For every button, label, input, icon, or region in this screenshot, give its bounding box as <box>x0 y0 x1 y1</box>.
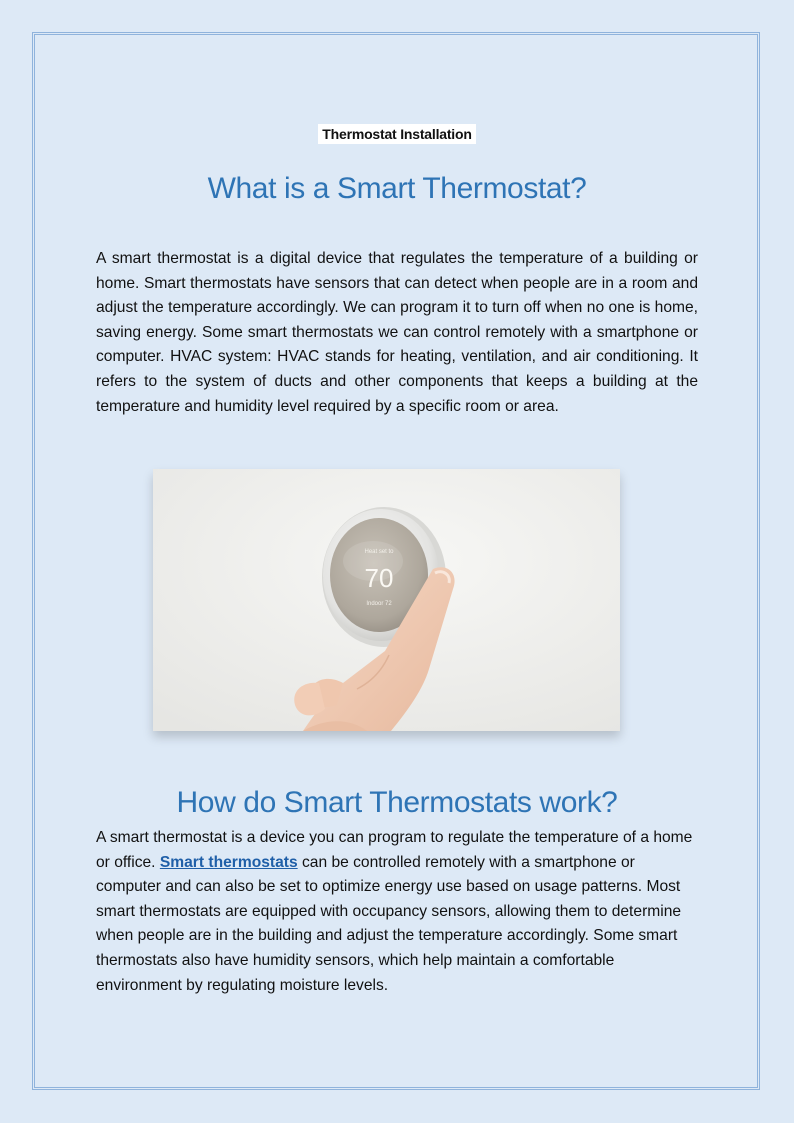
section-2-title: How do Smart Thermostats work? <box>176 786 618 819</box>
thermostat-photo <box>153 469 620 731</box>
smart-thermostats-link[interactable]: Smart thermostats <box>159 853 298 871</box>
section-2-body-start: A smart thermostat is a device you can program to regulate the temperature of a home or office. <box>96 829 693 871</box>
header-label: Thermostat Installation <box>318 124 475 144</box>
display-bottom-text: Indoor 72 <box>366 601 392 607</box>
display-temperature: 70 <box>364 563 394 593</box>
section-2-body-end: can be controlled remotely with a smartphone or computer and can also be set to optimize energy use based on usage patterns. Most smart thermostats are equipped with occupancy sensors, allowing them to determine when people are in the building and adjust the temperature accordingly. Some smart thermostats also have humidity sensors, which help maintain a comfortable environment by regulating moisture levels. <box>96 853 682 994</box>
section-1-title: What is a Smart Thermostat? <box>207 172 587 205</box>
display-top-text: Heat set to <box>364 549 394 555</box>
section-1-body: A smart thermostat is a digital device that regulates the temperature of a building or home. Smart thermostats have sensors that can detect when people are in a room and adjust the temperature accordingly. We can program it to turn off when no one is home, saving energy. Some smart thermostats we can control remotely with a smartphone or computer. HVAC system: HVAC stands for heating, ventilation, and air conditioning. It refers to the system of ducts and other components that keeps a building at the temperature and humidity level required by a specific room or area. <box>96 250 698 415</box>
section-2-body <box>96 826 698 998</box>
header-label-wrap <box>96 124 698 144</box>
